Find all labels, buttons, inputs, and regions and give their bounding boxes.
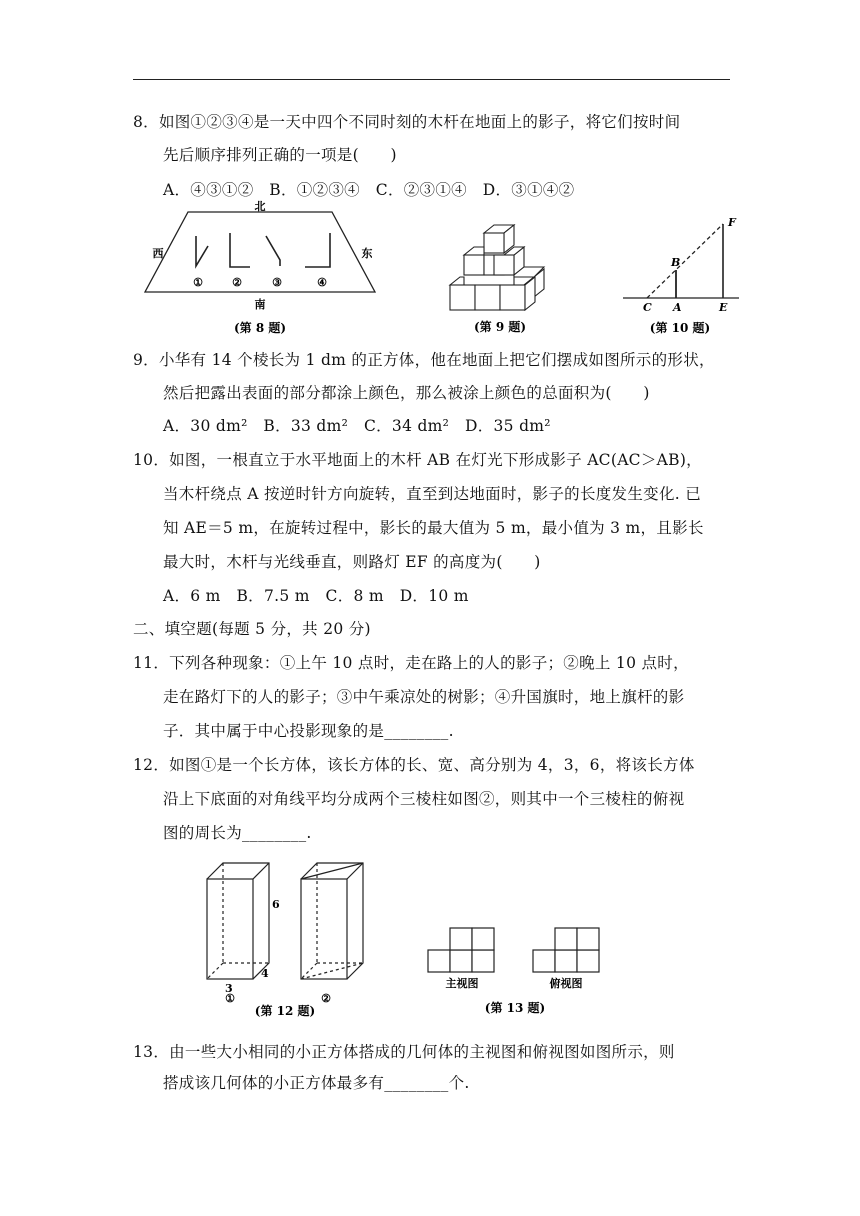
- q10-options: A．6 m B．7.5 m C．8 m D．10 m: [163, 587, 469, 605]
- q9-line1: 9．小华有 14 个棱长为 1 dm 的正方体，他在地面上把它们摆成如图所示的形状，: [133, 351, 715, 369]
- figure-10: [615, 210, 745, 340]
- q11-line2: 走在路灯下的人的影子；③中午乘凉处的树影；④升国旗时，地上旗杆的影: [163, 688, 685, 706]
- q10-line4: 最大时，木杆与光线垂直，则路灯 EF 的高度为( ): [163, 553, 541, 571]
- q11-line1: 11．下列各种现象：①上午 10 点时，走在路上的人的影子；②晚上 10 点时，: [133, 654, 689, 672]
- fig12-caption: (第 12 题): [254, 1004, 316, 1018]
- fig13-top-label: 俯视图: [549, 977, 583, 990]
- header-rule: [133, 79, 730, 80]
- q12-line3: 图的周长为________.: [163, 824, 312, 842]
- fig10-caption: (第 10 题): [649, 321, 711, 335]
- fig12-label1: ①: [225, 992, 235, 1005]
- q9-line2: 然后把露出表面的部分都涂上颜色，那么被涂上颜色的总面积为( ): [163, 384, 650, 402]
- fig10-label-B: B: [671, 256, 681, 269]
- figure-8: [140, 200, 380, 340]
- fig8-mark3: ③: [272, 276, 282, 289]
- q8-line1: 8．如图①②③④是一天中四个不同时刻的木杆在地面上的影子，将它们按时间: [133, 113, 681, 131]
- q8-options: A．④③①② B．①②③④ C．②③①④ D．③①④②: [163, 181, 575, 199]
- section-heading: 二、填空题(每题 5 分，共 20 分): [133, 620, 371, 638]
- fig8-mark4: ④: [317, 276, 327, 289]
- q12-line2: 沿上下底面的对角线平均分成两个三棱柱如图②，则其中一个三棱柱的俯视: [163, 790, 685, 808]
- q12-line1: 12．如图①是一个长方体，该长方体的长、宽、高分别为 4，3，6，将该长方体: [133, 756, 695, 774]
- q13-line2: 搭成该几何体的小正方体最多有________个.: [163, 1074, 470, 1092]
- figure-12: [195, 855, 375, 1020]
- q10-line1: 10．如图，一根直立于水平地面上的木杆 AB 在灯光下形成影子 AC(AC＞AB)，: [133, 451, 702, 469]
- fig8-north: 北: [254, 200, 266, 213]
- fig8-mark1: ①: [193, 276, 203, 289]
- q11-line3: 子．其中属于中心投影现象的是________.: [163, 722, 454, 740]
- fig10-label-F: F: [728, 216, 736, 229]
- fig9-caption: (第 9 题): [473, 320, 527, 334]
- fig10-label-C: C: [643, 301, 652, 314]
- fig8-caption: (第 8 题): [233, 321, 287, 335]
- fig8-south: 南: [254, 298, 266, 311]
- fig8-east: 东: [361, 247, 373, 260]
- fig8-west: 西: [152, 247, 164, 260]
- fig10-label-E: E: [719, 301, 728, 314]
- q10-line2: 当木杆绕点 A 按逆时针方向旋转，直至到达地面时，影子的长度发生变化. 已: [163, 485, 702, 503]
- q8-line2: 先后顺序排列正确的一项是( ): [163, 146, 397, 164]
- figure-13: [420, 920, 610, 1020]
- q13-line1: 13．由一些大小相同的小正方体搭成的几何体的主视图和俯视图如图所示，则: [133, 1043, 675, 1061]
- fig13-caption: (第 13 题): [484, 1001, 546, 1015]
- fig12-label2: ②: [321, 992, 331, 1005]
- q9-options: A．30 dm² B．33 dm² C．34 dm² D．35 dm²: [163, 417, 551, 435]
- figure-9: [440, 215, 560, 340]
- fig12-depth: 3: [225, 982, 233, 995]
- fig10-label-A: A: [673, 301, 682, 314]
- fig8-mark2: ②: [232, 276, 242, 289]
- fig12-width: 4: [261, 967, 269, 980]
- q10-line3: 知 AE＝5 m，在旋转过程中，影长的最大值为 5 m，最小值为 3 m，且影长: [163, 519, 704, 537]
- fig13-front-label: 主视图: [445, 977, 479, 990]
- fig12-height: 6: [272, 898, 280, 911]
